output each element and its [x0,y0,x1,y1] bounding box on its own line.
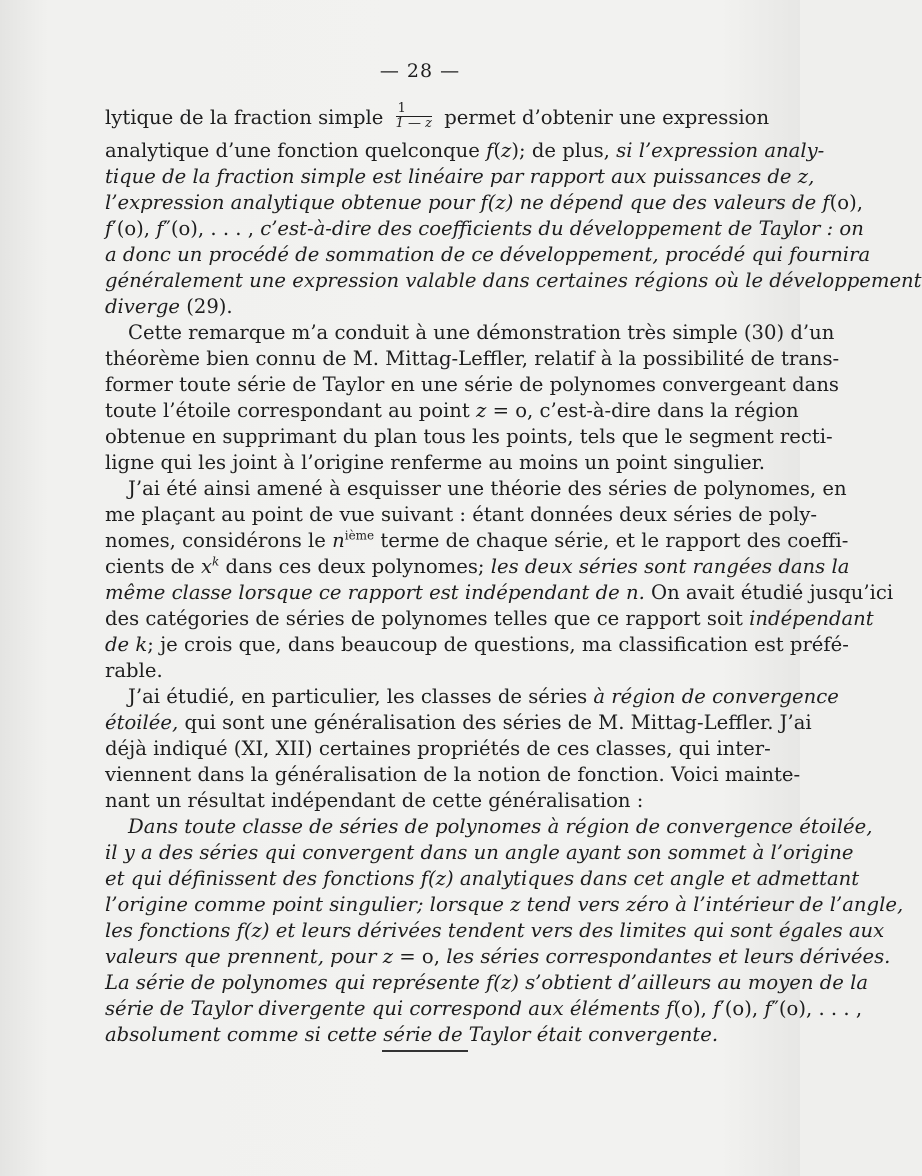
text-run: ′(o), [720,997,765,1020]
italic-text: étoilée, [105,711,179,734]
text-run: viennent dans la généralisation de la notion de fonction. Voici mainte- [105,763,801,786]
italic-text: si l’expression analy- [616,139,825,162]
italic-text: z [476,399,487,422]
italic-text: absolument comme si cette série de Taylor était convergente. [105,1023,719,1046]
text-line [105,632,849,658]
page-number: — 28 — [379,60,461,82]
italic-text: a donc un procédé de sommation de ce développement, procédé qui fournira [105,243,871,266]
text-line [105,138,825,164]
text-line [105,268,922,294]
fraction-denominator: 1 — z [395,116,432,131]
text-run: (29). [179,295,233,318]
italic-text: et qui définissent des fonctions f(z) analytiques dans cet angle et admettant [105,867,860,890]
italic-text: f [486,139,494,162]
text-run: toute l’étoile correspondant au point [105,399,477,422]
text-line [105,372,839,398]
text-line [105,814,873,840]
italic-text: de k [105,633,148,656]
text-line [105,762,801,788]
text-line [105,476,847,502]
text-run: ); de plus, [511,139,617,162]
text-line [105,996,863,1022]
italic-text: généralement une expression valable dans certaines régions où le développement [105,269,922,292]
italic-text: même classe lorsque ce rapport est indépendant de n. [105,581,645,604]
text-line [105,944,891,970]
italic-text: f [764,997,772,1020]
italic-text: f [713,997,721,1020]
text-line [105,190,863,216]
italic-text: n [332,529,345,552]
text-run: qui sont une généralisation des séries de M. Mittag-Leffler. J’ai [178,711,812,734]
text-run: cients de [105,555,201,578]
italic-text: z [501,139,512,162]
italic-text: f [156,217,164,240]
closing-rule [382,1050,468,1052]
text-run: (o), [829,191,863,214]
text-line [105,788,755,814]
text-line [105,736,771,762]
text-run: J’ai été ainsi amené à esquisser une théorie des séries de polynomes, en [128,477,847,500]
italic-text: x [200,555,213,578]
text-run: dans ces deux polynomes; [219,555,491,578]
text-line [105,346,840,372]
text-line [105,164,815,190]
text-line [105,320,835,346]
text-run: = o, c’est-à-dire dans la région [486,399,799,422]
text-run: former toute série de Taylor en une série de polynomes convergeant dans [105,373,839,396]
body-text [105,98,922,1048]
text-line [105,450,766,476]
italic-text: série de Taylor divergente qui correspond aux éléments f [105,997,674,1020]
text-run: terme de chaque série, et le rapport des coeffi- [374,529,849,552]
text-run: = o, [393,945,447,968]
italic-text: les fonctions f(z) et leurs dérivées tendent vers des limites qui sont égales aux [105,919,885,942]
text-run: Cette remarque m’a conduit à une démonstration très simple (30) d’un [128,321,835,344]
text-line [105,528,849,554]
text-run: nant un résultat indépendant de cette généralisation : [105,789,644,812]
text-run: analytique d’une fonction quelconque [105,139,487,162]
text-run: ligne qui les joint à l’origine renferme au moins un point singulier. [105,451,766,474]
text-run: (o), [673,997,714,1020]
text-line [105,554,850,580]
text-run: obtenue en supprimant du plan tous les points, tels que le segment recti- [105,425,833,448]
text-line [105,606,874,632]
text-run: ″(o), . . . , [771,997,863,1020]
italic-text: valeurs que prennent, pour z [105,945,394,968]
text-run: déjà indiqué (XI, XII) certaines propriétés de ces classes, qui inter- [105,737,771,760]
text-run: J’ai étudié, en particulier, les classes de séries [128,685,594,708]
text-run: ( [493,139,502,162]
italic-text: les séries correspondantes et leurs dérivées. [446,945,891,968]
text-line [105,98,770,138]
italic-text: l’origine comme point singulier; lorsque z tend vers zéro à l’intérieur de l’angle, [105,893,904,916]
text-line [105,580,894,606]
text-run: On avait étudié jusqu’ici [644,581,894,604]
fraction-numerator: 1 [396,102,432,117]
text-run: nomes, considérons le [105,529,333,552]
text-run: théorème bien connu de M. Mittag-Leffler, relatif à la possibilité de trans- [105,347,840,370]
text-line [105,294,755,320]
italic-text: c’est-à-dire des coefficients du développement de Taylor : on [260,217,864,240]
italic-text: les deux séries sont rangées dans la [490,555,850,578]
italic-text: l’expression analytique obtenue pour f(z) ne dépend que des valeurs de f [105,191,830,214]
text-line [105,918,885,944]
italic-text: f [105,217,113,240]
text-run: ″(o), . . . , [163,217,261,240]
text-line [105,216,864,242]
text-line [105,424,833,450]
superscript: ième [344,528,375,543]
fraction [396,102,432,131]
text-line [105,398,799,424]
text-run: me plaçant au point de vue suivant : étant données deux séries de poly- [105,503,818,526]
text-line [105,684,839,710]
text-run: rable. [105,659,163,682]
text-line [105,866,860,892]
italic-text: indépendant [749,607,874,630]
italic-text: diverge [105,295,180,318]
text-line [105,242,871,268]
text-line [105,502,818,528]
text-run: ′(o), [112,217,157,240]
superscript: k [212,554,220,569]
text-line [105,840,854,866]
italic-text: Dans toute classe de séries de polynomes à région de convergence étoilée, [128,815,873,838]
text-line [105,970,869,996]
text-run: ; je crois que, dans beaucoup de questions, ma classification est préfé- [147,633,849,656]
italic-text: La série de polynomes qui représente f(z) s’obtient d’ailleurs au moyen de la [105,971,869,994]
text-run: des catégories de séries de polynomes telles que ce rapport soit [105,607,750,630]
italic-text: il y a des séries qui convergent dans un angle ayant son sommet à l’origine [105,841,854,864]
text-run: lytique de la fraction simple [105,106,390,129]
text-line [105,1022,755,1048]
text-line [105,658,755,684]
italic-text: à région de convergence [593,685,839,708]
text-line [105,892,904,918]
text-run: permet d’obtenir une expression [438,106,770,129]
text-line [105,710,812,736]
italic-text: tique de la fraction simple est linéaire par rapport aux puissances de z, [105,165,815,188]
